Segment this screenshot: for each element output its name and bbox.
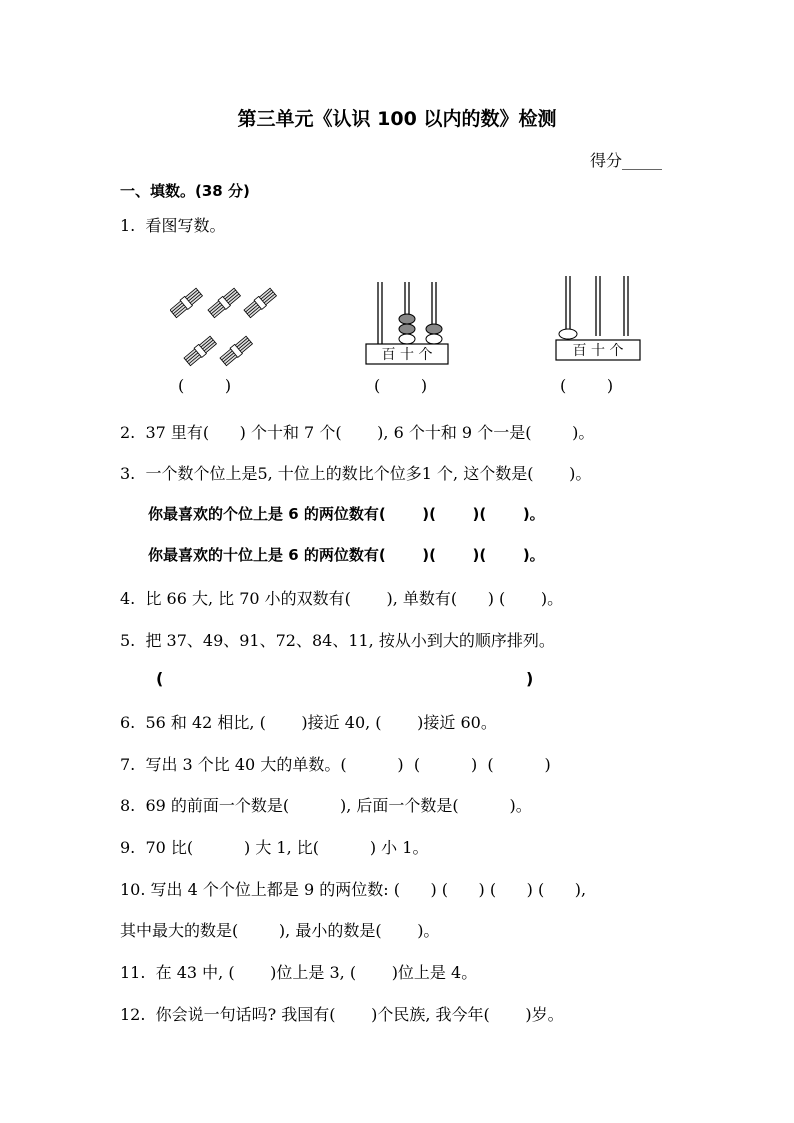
order-answer-open: ( [156, 669, 164, 688]
stick-bundle [170, 287, 203, 318]
question-3-part-a: 你最喜欢的个位上是 6 的两位数有( )( )( )。 [148, 505, 545, 523]
order-answer-close: ) [526, 669, 534, 688]
question-10-continued: 其中最大的数是( ), 最小的数是( )。 [120, 921, 440, 940]
abacus-bead [426, 334, 442, 344]
question-5: 5. 把 37、49、91、72、84、11, 按从小到大的顺序排列。 [120, 631, 555, 650]
stick-bundle [219, 335, 253, 366]
question-1: 1. 看图写数。 [120, 216, 226, 235]
section-heading: 一、填数。(38 分) [120, 182, 250, 200]
abacus-bead [559, 329, 577, 339]
abacus-bead [399, 334, 415, 344]
question-7: 7. 写出 3 个比 40 大的单数。( ) ( ) ( ) [120, 755, 551, 774]
question-3-part-b: 你最喜欢的十位上是 6 的两位数有( )( )( )。 [148, 546, 545, 564]
answer-blank-abacus-1[interactable]: ( ) [374, 376, 428, 395]
score-field: 得分_____ [590, 151, 663, 170]
question-2: 2. 37 里有( ) 个十和 7 个( ), 6 个十和 9 个一是( )。 [120, 423, 595, 442]
question-8: 8. 69 的前面一个数是( ), 后面一个数是( )。 [120, 796, 532, 815]
abacus-place-label: 百 十 个 [572, 343, 624, 359]
stick-bundle [183, 335, 217, 366]
question-4: 4. 比 66 大, 比 70 小的双数有( ), 单数有( ) ( )。 [120, 589, 564, 608]
abacus-image-2 [548, 272, 648, 364]
answer-blank-abacus-2[interactable]: ( ) [560, 376, 614, 395]
worksheet-title: 第三单元《认识 100 以内的数》检测 [237, 108, 557, 130]
stick-bundle [207, 287, 241, 318]
question-12: 12. 你会说一句话吗? 我国有( )个民族, 我今年( )岁。 [120, 1005, 564, 1024]
question-3: 3. 一个数个位上是5, 十位上的数比个位多1 个, 这个数是( )。 [120, 464, 592, 483]
stick-bundles-image [170, 280, 280, 370]
answer-blank-sticks[interactable]: ( ) [178, 376, 232, 395]
question-6: 6. 56 和 42 相比, ( )接近 40, ( )接近 60。 [120, 713, 497, 732]
abacus-place-label: 百 十 个 [381, 347, 433, 363]
abacus-bead [426, 324, 442, 334]
abacus-bead [399, 324, 415, 334]
abacus-bead [399, 314, 415, 324]
order-answer-blank[interactable] [170, 668, 520, 690]
question-9: 9. 70 比( ) 大 1, 比( ) 小 1。 [120, 838, 429, 857]
stick-bundle [243, 287, 277, 318]
abacus-image-1 [360, 278, 460, 370]
question-11: 11. 在 43 中, ( )位上是 3, ( )位上是 4。 [120, 963, 478, 982]
question-10: 10. 写出 4 个个位上都是 9 的两位数: ( ) ( ) ( ) ( ), [120, 880, 587, 899]
